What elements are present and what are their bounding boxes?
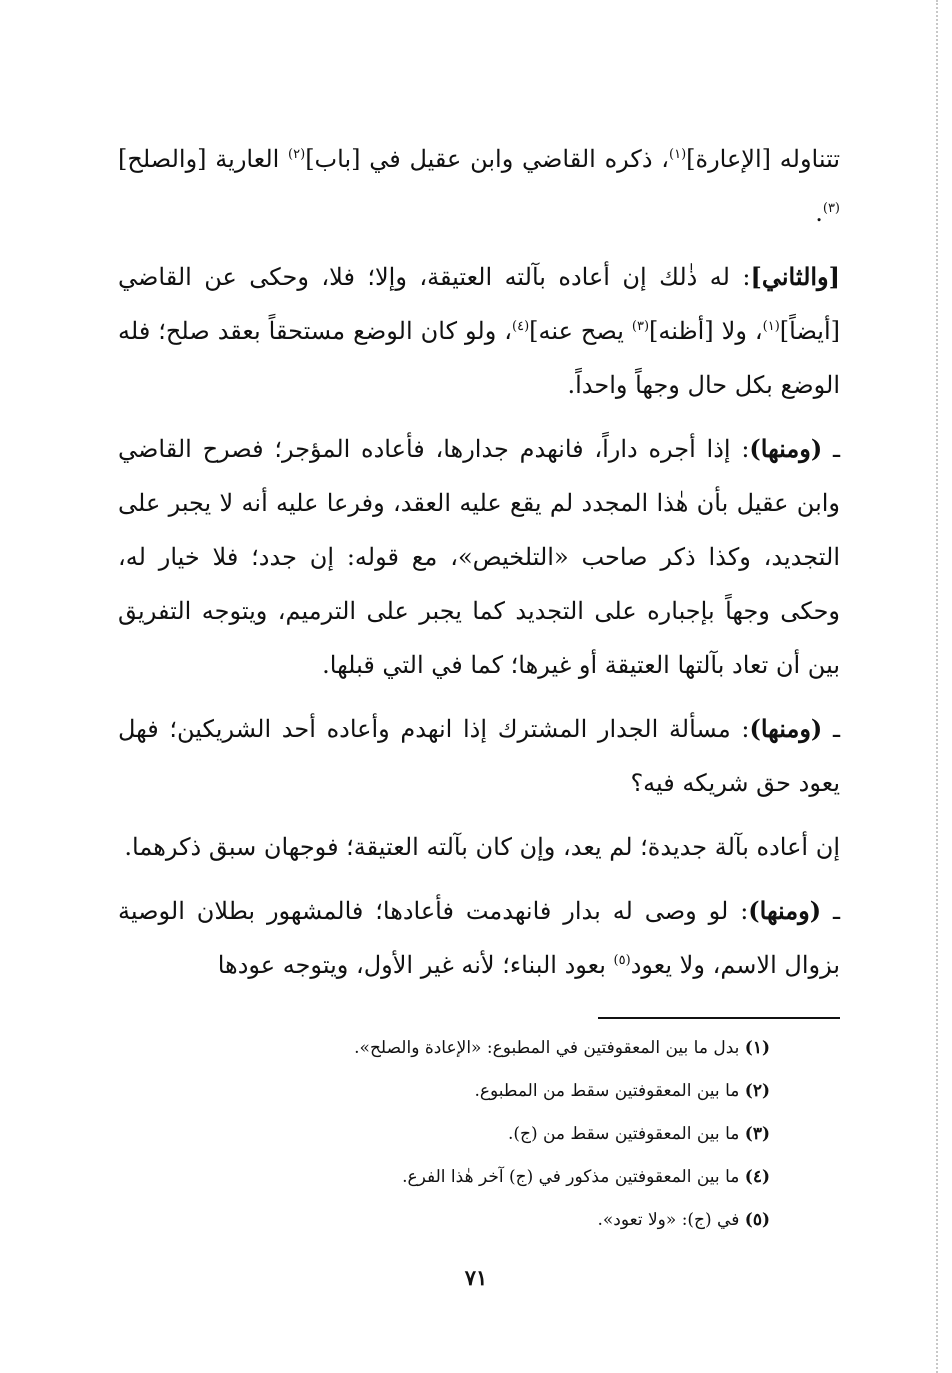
paragraph-lead: (ومنها) [748,896,822,925]
footnote-5: (٥) في (ج): «ولا تعود». [597,1210,770,1230]
page-body [118,132,840,1002]
footnote-1: (١) بدل ما بين المعقوفتين في المطبوع: «الإعادة والصلح». [354,1038,770,1058]
footnote-ref: (٥) [613,953,631,968]
page-edge-dots [936,0,938,1373]
footnote-ref: (١) [669,147,687,162]
footnote-4: (٤) ما بين المعقوفتين مذكور في (ج) آخر هٰذا الفرع. [402,1167,770,1187]
paragraph-lead: (ومنها) [749,434,823,463]
footnote-ref: (٣) [631,319,650,334]
paragraph-5: إن أعاده بآلة جديدة؛ لم يعد، وإن كان بآلته العتيقة؛ فوجهان سبق ذكرهما. [124,833,840,861]
paragraph-lead: (ومنها) [749,714,823,743]
paragraph-3: ـ (ومنها): إذا أجره داراً، فانهدم جدارها، فأعاده المؤجر؛ فصرح القاضي وابن عقيل بأن هٰذا المجدد لم يقع عليه العقد، وفرعا عليه أنه لا يجبر على التجديد، وكذا ذكر صاحب «التلخيص»، مع قوله: إن جدد؛ فلا خيار له، وحكى وجهاً بإجباره على التجديد كما يجبر على الترميم، ويتوجه التفريق بين أن تعاد بآلتها العتيقة أو غيرها؛ كما في التي قبلها. [118,434,840,679]
footnote-separator [598,1017,840,1019]
footnote-ref: (٤) [512,319,530,334]
footnotes [118,1027,770,1242]
paragraph-2: [والثاني]: له ذٰلك إن أعاده بآلته العتيقة، وإلا؛ فلا، وحكى عن القاضي [أيضاً]$^{(١)}$، ولا [أظنه]$^{(٣)}$ يصح عنه]$^{(٤)}$، ولو كان الوضع مستحقاً بعقد صلح؛ فله الوضع بكل حال وجهاً واحداً. [118,262,840,399]
footnote-3: (٣) ما بين المعقوفتين سقط من (ج). [507,1124,770,1144]
footnote-2: (٢) ما بين المعقوفتين سقط من المطبوع. [474,1081,770,1101]
footnote-ref: (١) [762,319,780,334]
paragraph-lead: [والثاني] [750,262,840,291]
footnote-ref: (٢) [288,147,306,162]
page-number: ٧١ [464,1265,488,1290]
paragraph-1: تتناوله [الإعارة]$^{(١)}$، ذكره القاضي وابن عقيل في [باب]$^{(٢)}$ العارية [والصلح]$^{(٣)}$. [118,145,841,227]
footnote-ref: (٣) [822,201,840,216]
paragraph-4: ـ (ومنها): مسألة الجدار المشترك إذا انهدم وأعاده أحد الشريكين؛ فهل يعود حق شريكه فيه؟ [118,714,840,797]
paragraph-6: ـ (ومنها): لو وصى له بدار فانهدمت فأعادها؛ فالمشهور بطلان الوصية بزوال الاسم، ولا يعود$^{(٥)}$ بعود البناء؛ لأنه غير الأول، ويتوجه عودها [118,896,840,979]
